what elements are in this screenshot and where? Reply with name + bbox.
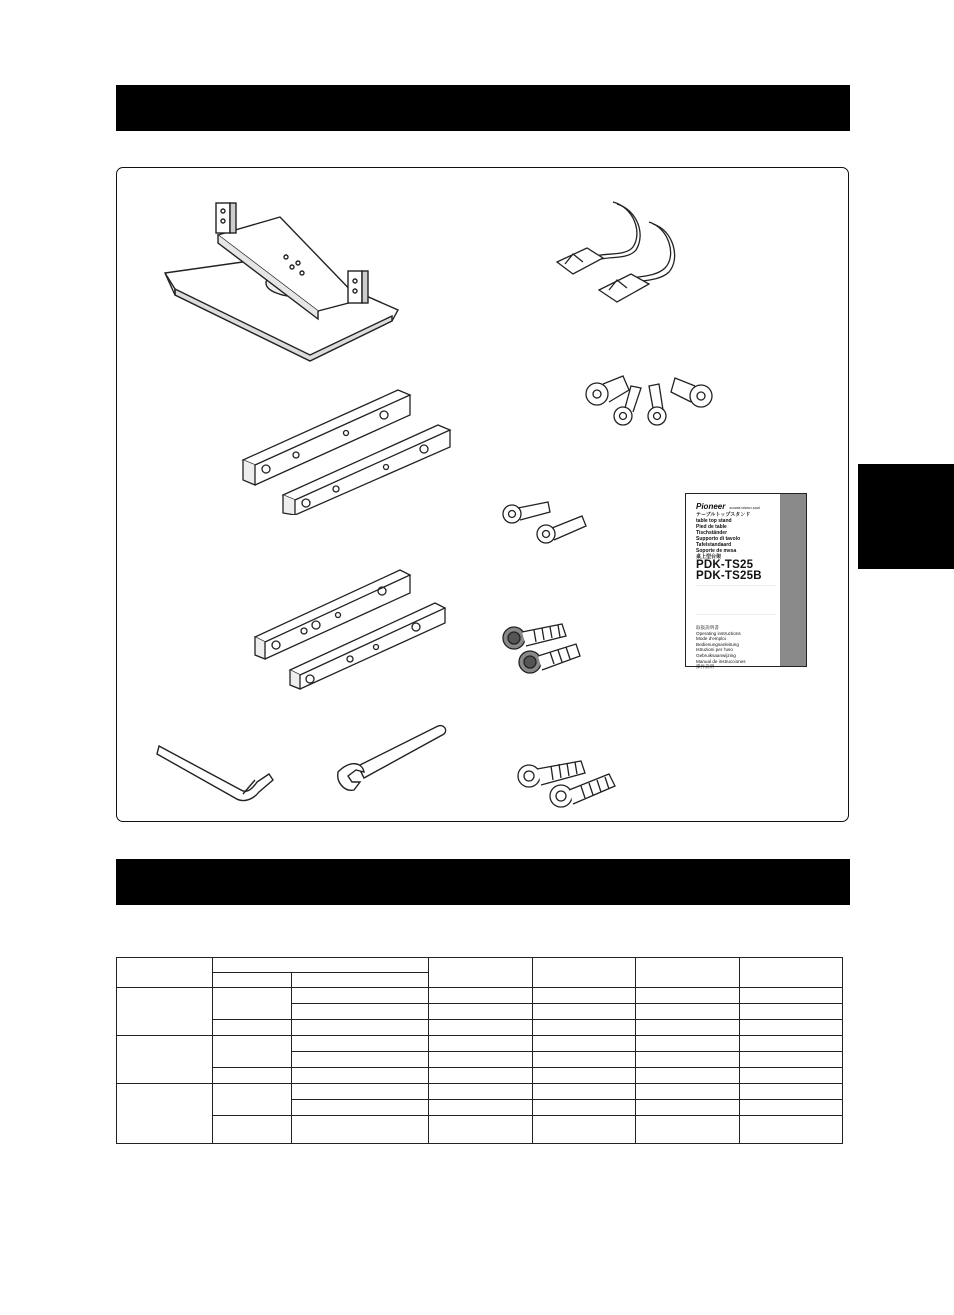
table-header-cell: [213, 958, 429, 973]
booklet-title: Tischständer: [696, 530, 728, 536]
table-header-cell: [429, 958, 533, 988]
table-cell: [429, 1084, 533, 1100]
table-cell: [636, 1068, 740, 1084]
booklet-title: テーブルトップスタンド: [696, 512, 751, 518]
table-cell: [292, 1052, 429, 1068]
table-cell: [533, 1084, 636, 1100]
table-cell: [429, 1020, 533, 1036]
brand-tagline: sound.vision.soul: [729, 505, 761, 510]
operating-instructions-booklet: [685, 493, 807, 670]
table-cell: [740, 1020, 843, 1036]
table-cell: [213, 1020, 292, 1036]
booklet-model: PDK-TS25B: [696, 570, 762, 582]
booklet-title: Tafelstandaard: [696, 542, 732, 548]
booklet-language: Bedienungsanleitung: [696, 641, 739, 647]
table-cell: [292, 1036, 429, 1052]
table-cell: [429, 988, 533, 1004]
booklet-model: PDK-TS25: [696, 559, 754, 571]
table-cell: [636, 1100, 740, 1116]
table-cell: [213, 988, 292, 1020]
table-cell: [533, 988, 636, 1004]
table-cell: [533, 1116, 636, 1144]
section-header-bar: [116, 859, 850, 905]
table-cell: [740, 988, 843, 1004]
booklet-language: Gebruiksaanwijzing: [696, 652, 736, 658]
table-cell: [636, 1004, 740, 1020]
table-cell: [292, 1100, 429, 1116]
booklet-title: Supporto di tavolo: [696, 536, 741, 542]
section-header-bar: [116, 85, 850, 131]
table-cell: [213, 1116, 292, 1144]
table-cell: [533, 1020, 636, 1036]
table-cell: [533, 1036, 636, 1052]
hex-socket-bolts-illustration: [583, 372, 718, 432]
table-cell: [636, 1036, 740, 1052]
table-header-cell: [117, 958, 213, 988]
table-cell: [292, 1116, 429, 1144]
booklet-language: Istruzioni per l'uso: [696, 647, 733, 653]
table-cell: [213, 1084, 292, 1116]
mounting-brackets-a-illustration: [238, 385, 453, 515]
table-cell: [740, 1004, 843, 1020]
hex-key-illustration: [155, 738, 275, 803]
booklet-language: 取扱説明書: [696, 625, 719, 630]
table-cell: [213, 1068, 292, 1084]
table-cell: [740, 1100, 843, 1116]
table-cell: [533, 1068, 636, 1084]
booklet-title: 桌上型台架: [696, 554, 722, 560]
table-cell: [292, 988, 429, 1004]
booklet-language: 操作説明: [696, 664, 715, 670]
table-cell: [636, 1052, 740, 1068]
table-cell: [533, 1052, 636, 1068]
table-cell: [636, 988, 740, 1004]
booklet-spine: [780, 494, 806, 666]
table-cell: [636, 1116, 740, 1144]
table-cell: [117, 1084, 213, 1144]
short-bolts-illustration: [500, 500, 590, 550]
table-cell: [429, 1052, 533, 1068]
table-cell: [213, 1036, 292, 1068]
table-cell: [429, 1116, 533, 1144]
booklet-language: Manual de instrucciones: [696, 658, 746, 664]
flange-bolts-light-illustration: [515, 756, 620, 814]
table-header-cell: [533, 958, 636, 988]
table-cell: [429, 1004, 533, 1020]
flange-bolts-dark-illustration: [500, 620, 590, 680]
booklet-language: Mode d'emploi: [696, 636, 726, 642]
booklet-title: Soporte de mesa: [696, 548, 737, 554]
table-header-cell: [636, 958, 740, 988]
table-cell: [292, 1068, 429, 1084]
stand-base-illustration: [160, 195, 405, 365]
table-cell: [740, 1084, 843, 1100]
table-header-cell: [740, 958, 843, 988]
table-cell: [429, 1068, 533, 1084]
table-cell: [740, 1068, 843, 1084]
chapter-side-tab: [858, 464, 954, 569]
table-cell: [740, 1036, 843, 1052]
booklet-language: Operating instructions: [696, 630, 741, 636]
table-header-cell: [292, 973, 429, 988]
table-cell: [292, 1004, 429, 1020]
specification-table: [116, 957, 843, 1144]
table-cell: [292, 1084, 429, 1100]
table-cell: [429, 1100, 533, 1116]
table-cell: [636, 1020, 740, 1036]
table-cell: [117, 1036, 213, 1084]
booklet-title: table top stand: [696, 518, 732, 524]
table-cell: [740, 1116, 843, 1144]
table-cell: [117, 988, 213, 1036]
table-cell: [292, 1020, 429, 1036]
mounting-brackets-b-illustration: [250, 565, 450, 690]
table-cell: [429, 1036, 533, 1052]
brand-logo: Pioneer: [696, 502, 726, 511]
booklet-title: Pied de table: [696, 524, 727, 530]
cable-clamps-illustration: [553, 192, 688, 312]
table-cell: [740, 1052, 843, 1068]
table-header-cell: [213, 973, 292, 988]
table-cell: [636, 1084, 740, 1100]
spanner-wrench-illustration: [330, 722, 450, 794]
table-cell: [533, 1100, 636, 1116]
table-cell: [533, 1004, 636, 1020]
